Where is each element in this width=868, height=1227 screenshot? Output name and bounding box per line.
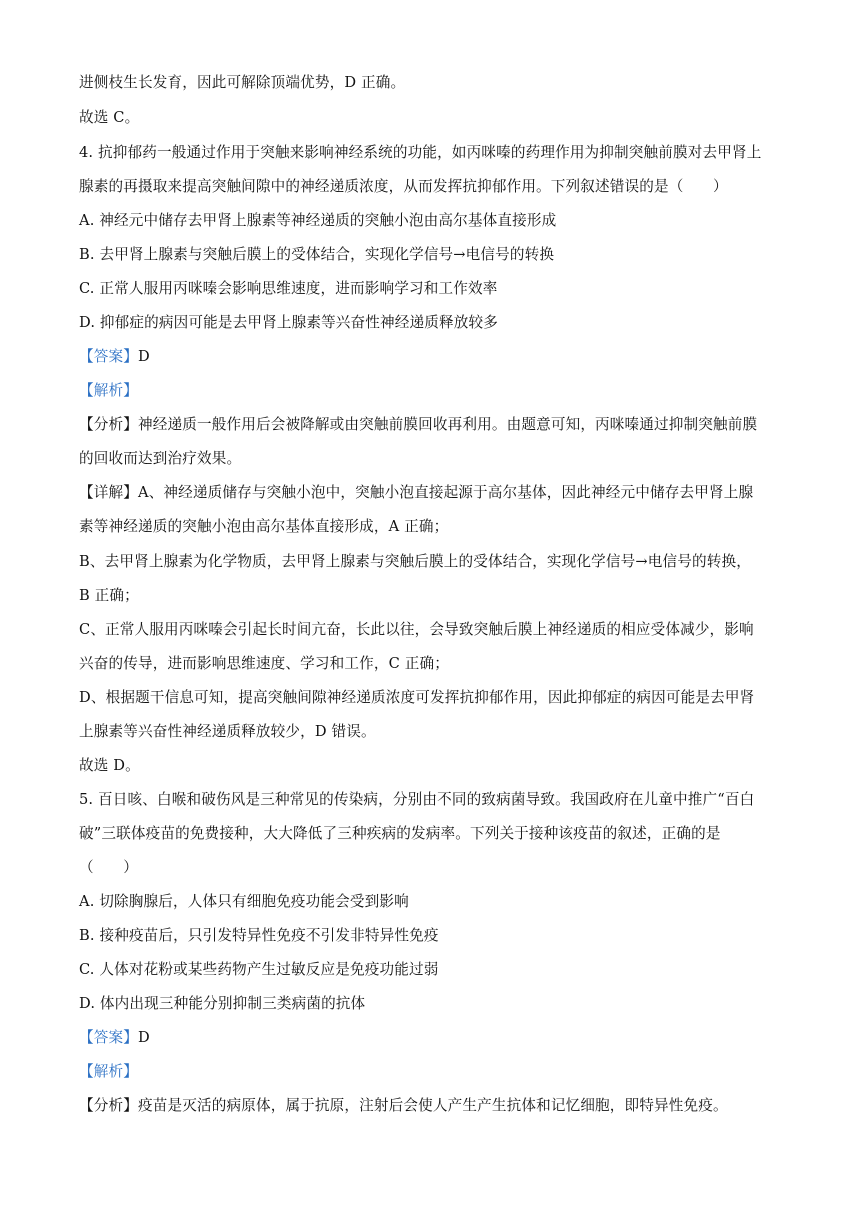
analysis-tag: 【解析】 [79,382,138,399]
text-line: B 正确； [79,587,139,604]
xiangjie-line: 【详解】A、神经递质储存与突触小泡中，突触小泡直接起源于高尔基体，因此神经元中储存去甲肾上腺 [79,484,754,501]
fenxi-line: 【分析】神经递质一般作用后会被降解或由突触前膜回收再利用。由题意可知，丙咪嗪通过抑制突触前膜 [79,416,758,433]
text-line: 的回收而达到治疗效果。 [79,450,242,467]
option-d: D. 抑郁症的病因可能是去甲肾上腺素等兴奋性神经递质释放较多 [79,314,498,331]
option-b: B. 去甲肾上腺素与突触后膜上的受体结合，实现化学信号→电信号的转换 [79,246,555,263]
answer-value: D [138,1029,150,1046]
question-5-stem-cont: 破”三联体疫苗的免费接种，大大降低了三种疾病的发病率。下列关于接种该疫苗的叙述，正确的是 [79,825,721,842]
fenxi-tag: 【分析】 [79,1097,138,1114]
answer-line [79,347,791,367]
text-line: 素等神经递质的突触小泡由高尔基体直接形成，A 正确； [79,518,449,535]
text-line: 兴奋的传导，进而影响思维速度、学习和工作，C 正确； [79,655,449,672]
option-c: C. 正常人服用丙咪嗪会影响思维速度，进而影响学习和工作效率 [79,280,498,297]
option-c: C. 人体对花粉或某些药物产生过敏反应是免疫功能过弱 [79,961,439,978]
text-line: 故选 C。 [79,109,140,126]
question-5-bracket: （ ） [79,859,138,876]
xiangjie-tag: 【详解】 [79,484,138,501]
text-line: 故选 D。 [79,757,140,774]
text-line: C、正常人服用丙咪嗪会引起长时间亢奋，长此以往，会导致突触后膜上神经递质的相应受体减少，影响 [79,621,754,638]
text-line: B、去甲肾上腺素为化学物质，去甲肾上腺素与突触后膜上的受体结合，实现化学信号→电信号的转换， [79,553,751,570]
question-5-stem: 5. 百日咳、白喉和破伤风是三种常见的传染病，分别由不同的致病菌导致。我国政府在儿童中推广“百白 [79,791,755,808]
analysis-line [79,1062,791,1082]
answer-tag: 【答案】 [79,348,138,365]
analysis-tag: 【解析】 [79,1063,138,1080]
option-a: A. 神经元中储存去甲肾上腺素等神经递质的突触小泡由高尔基体直接形成 [79,212,557,229]
option-d: D. 体内出现三种能分别抑制三类病菌的抗体 [79,995,366,1012]
answer-tag: 【答案】 [79,1029,138,1046]
analysis-line [79,381,791,401]
question-4-stem: 4. 抗抑郁药一般通过作用于突触来影响神经系统的功能，如丙咪嗪的药理作用为抑制突触前膜对去甲肾上 [79,144,762,161]
text-line: D、根据题干信息可知，提高突触间隙神经递质浓度可发挥抗抑郁作用，因此抑郁症的病因可能是去甲肾 [79,689,755,706]
answer-line [79,1028,791,1048]
option-a: A. 切除胸腺后，人体只有细胞免疫功能会受到影响 [79,893,409,910]
option-b: B. 接种疫苗后，只引发特异性免疫不引发非特异性免疫 [79,927,439,944]
fenxi-line: 【分析】疫苗是灭活的病原体，属于抗原，注射后会使人产生产生抗体和记忆细胞，即特异性免疫。 [79,1097,728,1114]
question-4-stem-cont: 腺素的再摄取来提高突触间隙中的神经递质浓度，从而发挥抗抑郁作用。下列叙述错误的是（ ） [79,178,728,195]
fenxi-tag: 【分析】 [79,416,138,433]
text-line: 上腺素等兴奋性神经递质释放较少，D 错误。 [79,723,376,740]
answer-value: D [138,348,150,365]
text-line: 进侧枝生长发育，因此可解除顶端优势，D 正确。 [79,74,406,91]
